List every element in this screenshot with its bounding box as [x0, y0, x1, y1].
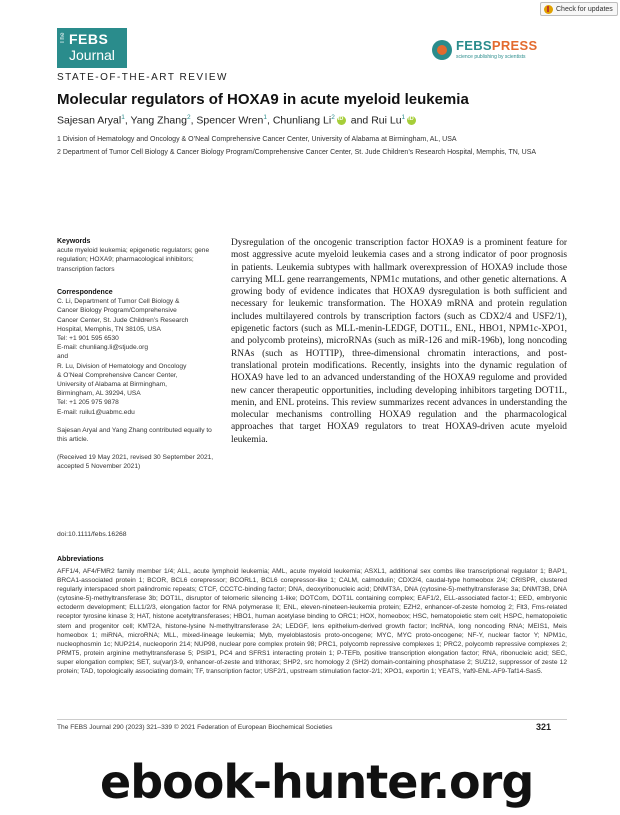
author-name: Spencer Wren: [196, 114, 264, 127]
febs-press-tagline: science publishing by scientists: [456, 54, 526, 60]
logo-journal: Journal: [69, 47, 115, 63]
received-dates: (Received 19 May 2021, revised 30 September 2021, accepted 5 November 2021): [57, 454, 214, 471]
abbreviations-text: AFF1/4, AF4/FMR2 family member 1/4; ALL, acute lymphoid leukemia; AML, acute myeloid leukemia; ASXL1, additional sex combs like transcriptional regulator 1; BAP1, BRCA1-associated protein 1; BCOR, BCL6 corepressor; BCORL1, BCL6 corepressor-like 1; CALM, calmodulin; CDX2/4, caudal-type homeobox 2/4; CRISPR, clustered regularly interspaced short palindromic repeats; CTCF, CCCTC-binding factor; DNA, deoxyribonucleic acid; DNMT3A, DNA (cytosine-5)-methyltransferase 3a; DNMT3B, DNA (cytosine-5)-methyltransferase 3b; DOT1L, disruptor of telomeric silencing 1-like; DOTCom, DOT1L containing complex; EAF1/2, ELL-associated factor-1; EED, embryonic ectoderm development; ELL1/2/3, elongation factor for RNA polymerase II; ENL, eleven-nineteen-leukemia protein; EZH2, enhancer-of-zeste homolog 2; Flt3, Fms-related receptor tyrosine kinase 3; HAT, histone acetyltransferases; HBO1, human acetylase binding to ORC1; HOX, homeobox; HSC, hematopoietic stem cell; HSPC, hematopoietic stem and progenitor cell; KMT2A, histone-lysine N-methyltransferase 2A; LEDGF, lens epithelium-derived growth factor; lncRNA, long noncoding RNA; MEIS1, Meis homeobox 1; miRNA, microRNA; MLL, mixed-lineage leukemia; Myb, myeloblastosis proto-oncogene; MYC, MYC proto-oncogene; NF-Y, nuclear factor Y; NPM1c, nucleophosmin 1c; NUP214, nucleoporin 214; NUP98, nuclear pore complex protein 98; PRC1, polycomb repressive complexes 1; PRC2, polycomb repressive complexes 2; PRMT5, protein arginine methyltransferase 5; PSIP1, PC4 and SFRS1 interacting protein 1; P-TEFb, positive transcription elongation factor; RNA, ribonucleic acid; SEC, super elongation complex; SET, su(var)3-9, enhancer-of-zeste and trithorax; SHP2, src homology 2 (SH2) domain-containing phosphatase 2; SUZ12, suppressor of zeste 12 protein; TAD, topologically associating domain; TF, transcription factor; USF2/1, upstream stimulation factor-2/1; XPO1, exportin 1; YEATS, Yaf9-ENL-AF9-Taf14-Sas5.: [57, 568, 567, 676]
correspondence-line: C. Li, Department of Tumor Cell Biology &: [57, 298, 180, 306]
author-name: Rui Lu: [371, 114, 402, 127]
footer-divider: [57, 719, 567, 720]
footer-citation: The FEBS Journal 290 (2023) 321–339 © 2021 Federation of European Biochemical Societies: [57, 724, 333, 731]
article-title: Molecular regulators of HOXA9 in acute myeloid leukemia: [57, 91, 469, 108]
author-affiliation-sup: 1: [401, 114, 406, 121]
correspondence-line: Tel: +1 205 975 9878: [57, 399, 119, 407]
logo-the: The: [60, 32, 66, 44]
correspondence-line[interactable]: E-mail: ruilu1@uabmc.edu: [57, 408, 135, 416]
correspondence-line: R. Lu, Division of Hematology and Oncology: [57, 362, 187, 370]
author-name: Sajesan Aryal: [57, 114, 122, 127]
correspondence-line: Cancer Biology Program/Comprehensive: [57, 307, 177, 315]
correspondence-line: Cancer Center, St. Jude Children’s Research: [57, 316, 189, 324]
keywords-block: [57, 237, 217, 274]
correspondence-line[interactable]: E-mail: chunliang.li@stjude.org: [57, 344, 148, 352]
correspondence-line: Tel: +1 901 595 6530: [57, 335, 119, 343]
correspondence-heading: Correspondence: [57, 289, 113, 296]
author-affiliation-sup: 2: [331, 114, 335, 121]
author-name: Chunliang Li: [272, 114, 332, 127]
correspondence-line: & O’Neal Comprehensive Cancer Center,: [57, 371, 178, 379]
febs-journal-logo: [57, 28, 127, 68]
author-affiliation-sup: 1: [121, 114, 125, 121]
doi-link[interactable]: doi:10.1111/febs.16268: [57, 531, 127, 538]
keywords-text: acute myeloid leukemia; epigenetic regulators; gene regulation; HOXA9; pharmacological inhibitors; transcription factors: [57, 247, 210, 273]
affiliation-1: 1 Division of Hematology and Oncology & O’Neal Comprehensive Cancer Center, University of Alabama at Birmingham, AL, USA: [57, 136, 457, 143]
equal-contribution-note: Sajesan Aryal and Yang Zhang contributed equally to this article.: [57, 426, 212, 444]
orcid-icon[interactable]: [407, 116, 416, 125]
author-name: Yang Zhang: [130, 114, 187, 127]
page-number: 321: [536, 722, 552, 732]
correspondence-line: Birmingham, AL 39294, USA: [57, 390, 141, 398]
author-list: Sajesan Aryal$^1$, Yang Zhang$^2$, Spencer Wren$^1$, Chunliang Li$^2$iD and Rui Lu$^1$iD: [57, 114, 418, 127]
correspondence-line: Hospital, Memphis, TN 38105, USA: [57, 325, 161, 333]
ebook-hunter-watermark: ebook-hunter.org: [100, 755, 534, 809]
affiliation-2: 2 Department of Tumor Cell Biology & Cancer Biology Program/Comprehensive Cancer Center, St. Jude Children’s Research Hospital, Memphis, TN, USA: [57, 149, 537, 156]
correspondence-line: and: [57, 353, 69, 361]
abstract: Dysregulation of the oncogenic transcription factor HOXA9 is a prominent feature for most aggressive acute myeloid leukemia cases and a strong indicator of poor prognosis in patients. Leukemia subtypes with hallmark overexpression of HOXA9 include those carrying MLL gene rearrangements, NPM1c mutations, and other genetic alternations. A growing body of evidence indicates that HOXA9 dysregulation is both sufficient and necessary for leukemic transformation. The HOXA9 mRNA and protein regulation includes multilayered controls by transcription factors (such as CDX2/4 and USF2/1), epigenetic factors (such as MLL-menin-LEDGF, DOT1L, ENL, HBO1, NPM1c-XPO1, and polycomb proteins), microRNAs (such as miR-126 and miR-196b), long noncoding RNAs (such as HOTTIP), three-dimensional chromatin interactions, and post-translational protein modifications. Recently, insights into the dynamic regulation of HOXA9 have led to an advanced understanding of the HOXA9 regulome and provided new cancer therapeutic opportunities, including developing inhibitors targeting DOT1L, menin, and ENL proteins. This review summarizes recent advances in understanding the molecular mechanisms controlling HOXA9 regulation and the pharmacological approaches that target HOXA9 regulators to treat HOXA9-driven acute myeloid leukemia.: [231, 238, 567, 445]
keywords-heading: Keywords: [57, 238, 91, 245]
check-for-updates-label: Check for updates: [556, 5, 613, 13]
logo-febs: FEBS: [69, 31, 109, 47]
correspondence-block: [57, 288, 217, 472]
febs-press-logo: [432, 38, 564, 68]
correspondence-lines: [57, 297, 217, 417]
febs-press-bubble-icon: [432, 40, 452, 60]
febs-press-name: FEBSPRESS: [456, 38, 538, 53]
author-affiliation-sup: 2: [186, 114, 191, 121]
update-check-icon: [544, 5, 553, 14]
check-for-updates-button[interactable]: [540, 2, 618, 16]
correspondence-line: University of Alabama at Birmingham,: [57, 381, 167, 389]
orcid-icon[interactable]: [337, 116, 346, 125]
abbreviations-heading: Abbreviations: [57, 556, 104, 563]
author-affiliation-sup: 1: [263, 114, 267, 121]
section-label: STATE-OF-THE-ART REVIEW: [57, 72, 228, 83]
